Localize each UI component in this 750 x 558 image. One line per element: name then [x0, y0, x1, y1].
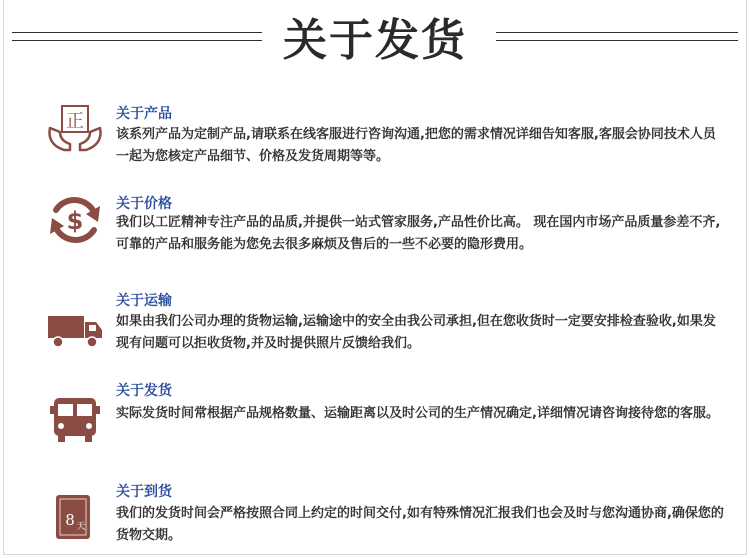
section-title: 关于价格 [116, 196, 172, 212]
section-body: 我们以工匠精神专注产品的品质,并提供一站式管家服务,产品性价比高。 现在国内市场产品质量参差不齐,可靠的产品和服务能为您免去很多麻烦及售后的一些不必要的隐形费用。 [116, 215, 721, 252]
page-title: 关于发货 [283, 15, 467, 66]
svg-text:$: $ [66, 207, 84, 235]
day-number-glyph: 8 [65, 511, 75, 529]
hands-zheng-icon [42, 104, 108, 160]
zheng-glyph: 正 [66, 111, 84, 132]
section-body: 该系列产品为定制产品,请联系在线客服进行咨询沟通,把您的需求情况详细告知客服,客服会协同技术人员一起为您核定产品细节、价格及发货周期等等。 [116, 127, 716, 164]
page-header [0, 0, 750, 80]
dollar-cycle-icon [42, 192, 108, 248]
section-title: 关于运输 [116, 293, 172, 309]
truck-icon [42, 304, 108, 360]
bus-icon [42, 392, 108, 448]
section-title: 关于发货 [116, 383, 172, 399]
day-unit-glyph: 天 [76, 522, 86, 532]
section-body: 我们的发货时间会严格按照合同上约定的时间交付,如有特殊情况汇报我们也会及时与您沟通协商,确保您的货物交期。 [116, 506, 724, 543]
section-body: 实际发货时间常根据产品规格数量、运输距离以及时公司的生产情况确定,详细情况请咨询接待您的客服。 [116, 406, 719, 421]
page-frame [3, 0, 747, 555]
section-body: 如果由我们公司办理的货物运输,运输途中的安全由我公司承担,但在您收货时一定要安排检查验收,如果发现有问题可以拒收货物,并及时提供照片反馈给我们。 [116, 314, 716, 351]
section-title: 关于产品 [116, 106, 172, 122]
calendar-icon [42, 491, 108, 547]
section-title: 关于到货 [116, 484, 172, 500]
